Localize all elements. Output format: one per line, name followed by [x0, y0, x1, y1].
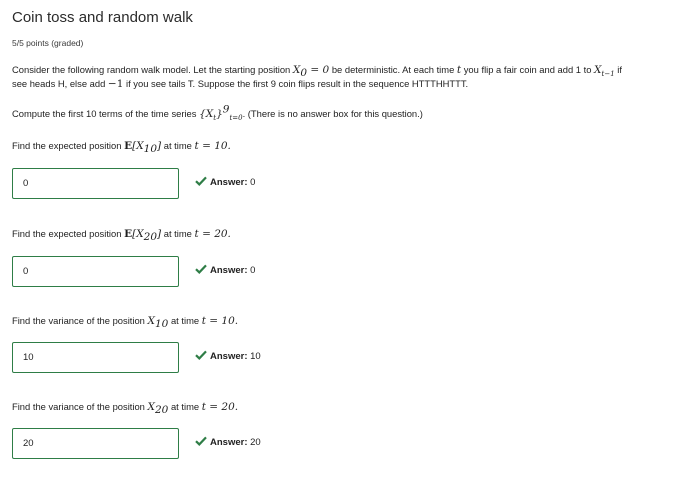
math-expectation: E	[124, 140, 133, 152]
question-text: Find the variance of the position	[12, 401, 148, 412]
question-text: Find the expected position	[12, 140, 125, 151]
problem-title: Coin toss and random walk	[12, 9, 193, 26]
points-status: 5/5 points (graded)	[12, 38, 84, 48]
math-time: t = 10.	[201, 315, 239, 327]
question-text: at time	[168, 401, 202, 412]
question-prompt	[12, 315, 239, 331]
intro-text: be deterministic. At each time	[329, 64, 457, 75]
math-expr: $[X_{20}]$	[132, 228, 162, 244]
math-expectation: E	[124, 228, 133, 240]
intro-line-2	[12, 78, 468, 90]
intro-text: if	[614, 64, 622, 75]
answer-label: Answer:	[210, 351, 248, 362]
intro-text: if you see tails T. Suppose the first 9 coin flips result in the sequence HTTTHHTTT.	[123, 78, 469, 89]
answer-value: 0	[250, 177, 256, 188]
math-time: t = 10.	[194, 140, 231, 152]
math-x-t-minus-1: $X_{t-1}$	[594, 64, 615, 79]
question-prompt	[12, 140, 231, 156]
answer-input-field[interactable]: 0	[12, 168, 179, 199]
question-text: Find the expected position	[12, 228, 125, 239]
checkmark-icon	[195, 176, 207, 186]
math-t: t	[456, 64, 462, 76]
intro-text: see heads H, else add	[12, 78, 108, 89]
answer-value: 20	[250, 437, 261, 448]
answer-label: Answer:	[210, 437, 248, 448]
intro-line-1	[12, 64, 622, 80]
correct-answer-indicator	[195, 265, 255, 276]
answer-value: 10	[250, 351, 261, 362]
answer-input-field[interactable]: 10	[12, 342, 179, 373]
math-x0-eq-0: $X_0 = 0$	[292, 64, 330, 80]
answer-input-field[interactable]: 20	[12, 428, 179, 459]
question-text: at time	[161, 140, 195, 151]
question-prompt	[12, 228, 231, 244]
question-text: at time	[168, 315, 202, 326]
math-expr: $[X_{10}]$	[132, 140, 162, 156]
intro-text: Consider the following random walk model. Let the starting position	[12, 64, 293, 75]
answer-label: Answer:	[210, 265, 248, 276]
correct-answer-indicator	[195, 177, 255, 188]
intro-text: you flip a fair coin and add 1 to	[461, 64, 595, 75]
checkmark-icon	[195, 264, 207, 274]
checkmark-icon	[195, 436, 207, 446]
answer-label: Answer:	[210, 177, 248, 188]
checkmark-icon	[195, 350, 207, 360]
math-expr: $X_{10}$	[147, 315, 169, 331]
math-minus-1: −1	[107, 78, 124, 90]
math-time: t = 20.	[201, 401, 239, 413]
compute-instruction	[12, 103, 423, 123]
question-text: Find the variance of the position	[12, 315, 148, 326]
math-time: t = 20.	[194, 228, 231, 240]
compute-text: Compute the first 10 terms of the time series	[12, 108, 200, 119]
correct-answer-indicator	[195, 351, 261, 362]
correct-answer-indicator	[195, 437, 261, 448]
math-expr: $X_{20}$	[147, 401, 169, 417]
compute-text: . (There is no answer box for this question.)	[242, 108, 423, 119]
math-time-series: $\{X_t\}^9_{t=0}$	[199, 103, 243, 123]
question-prompt	[12, 401, 239, 417]
answer-input-field[interactable]: 0	[12, 256, 179, 287]
question-text: at time	[161, 228, 195, 239]
answer-value: 0	[250, 265, 256, 276]
